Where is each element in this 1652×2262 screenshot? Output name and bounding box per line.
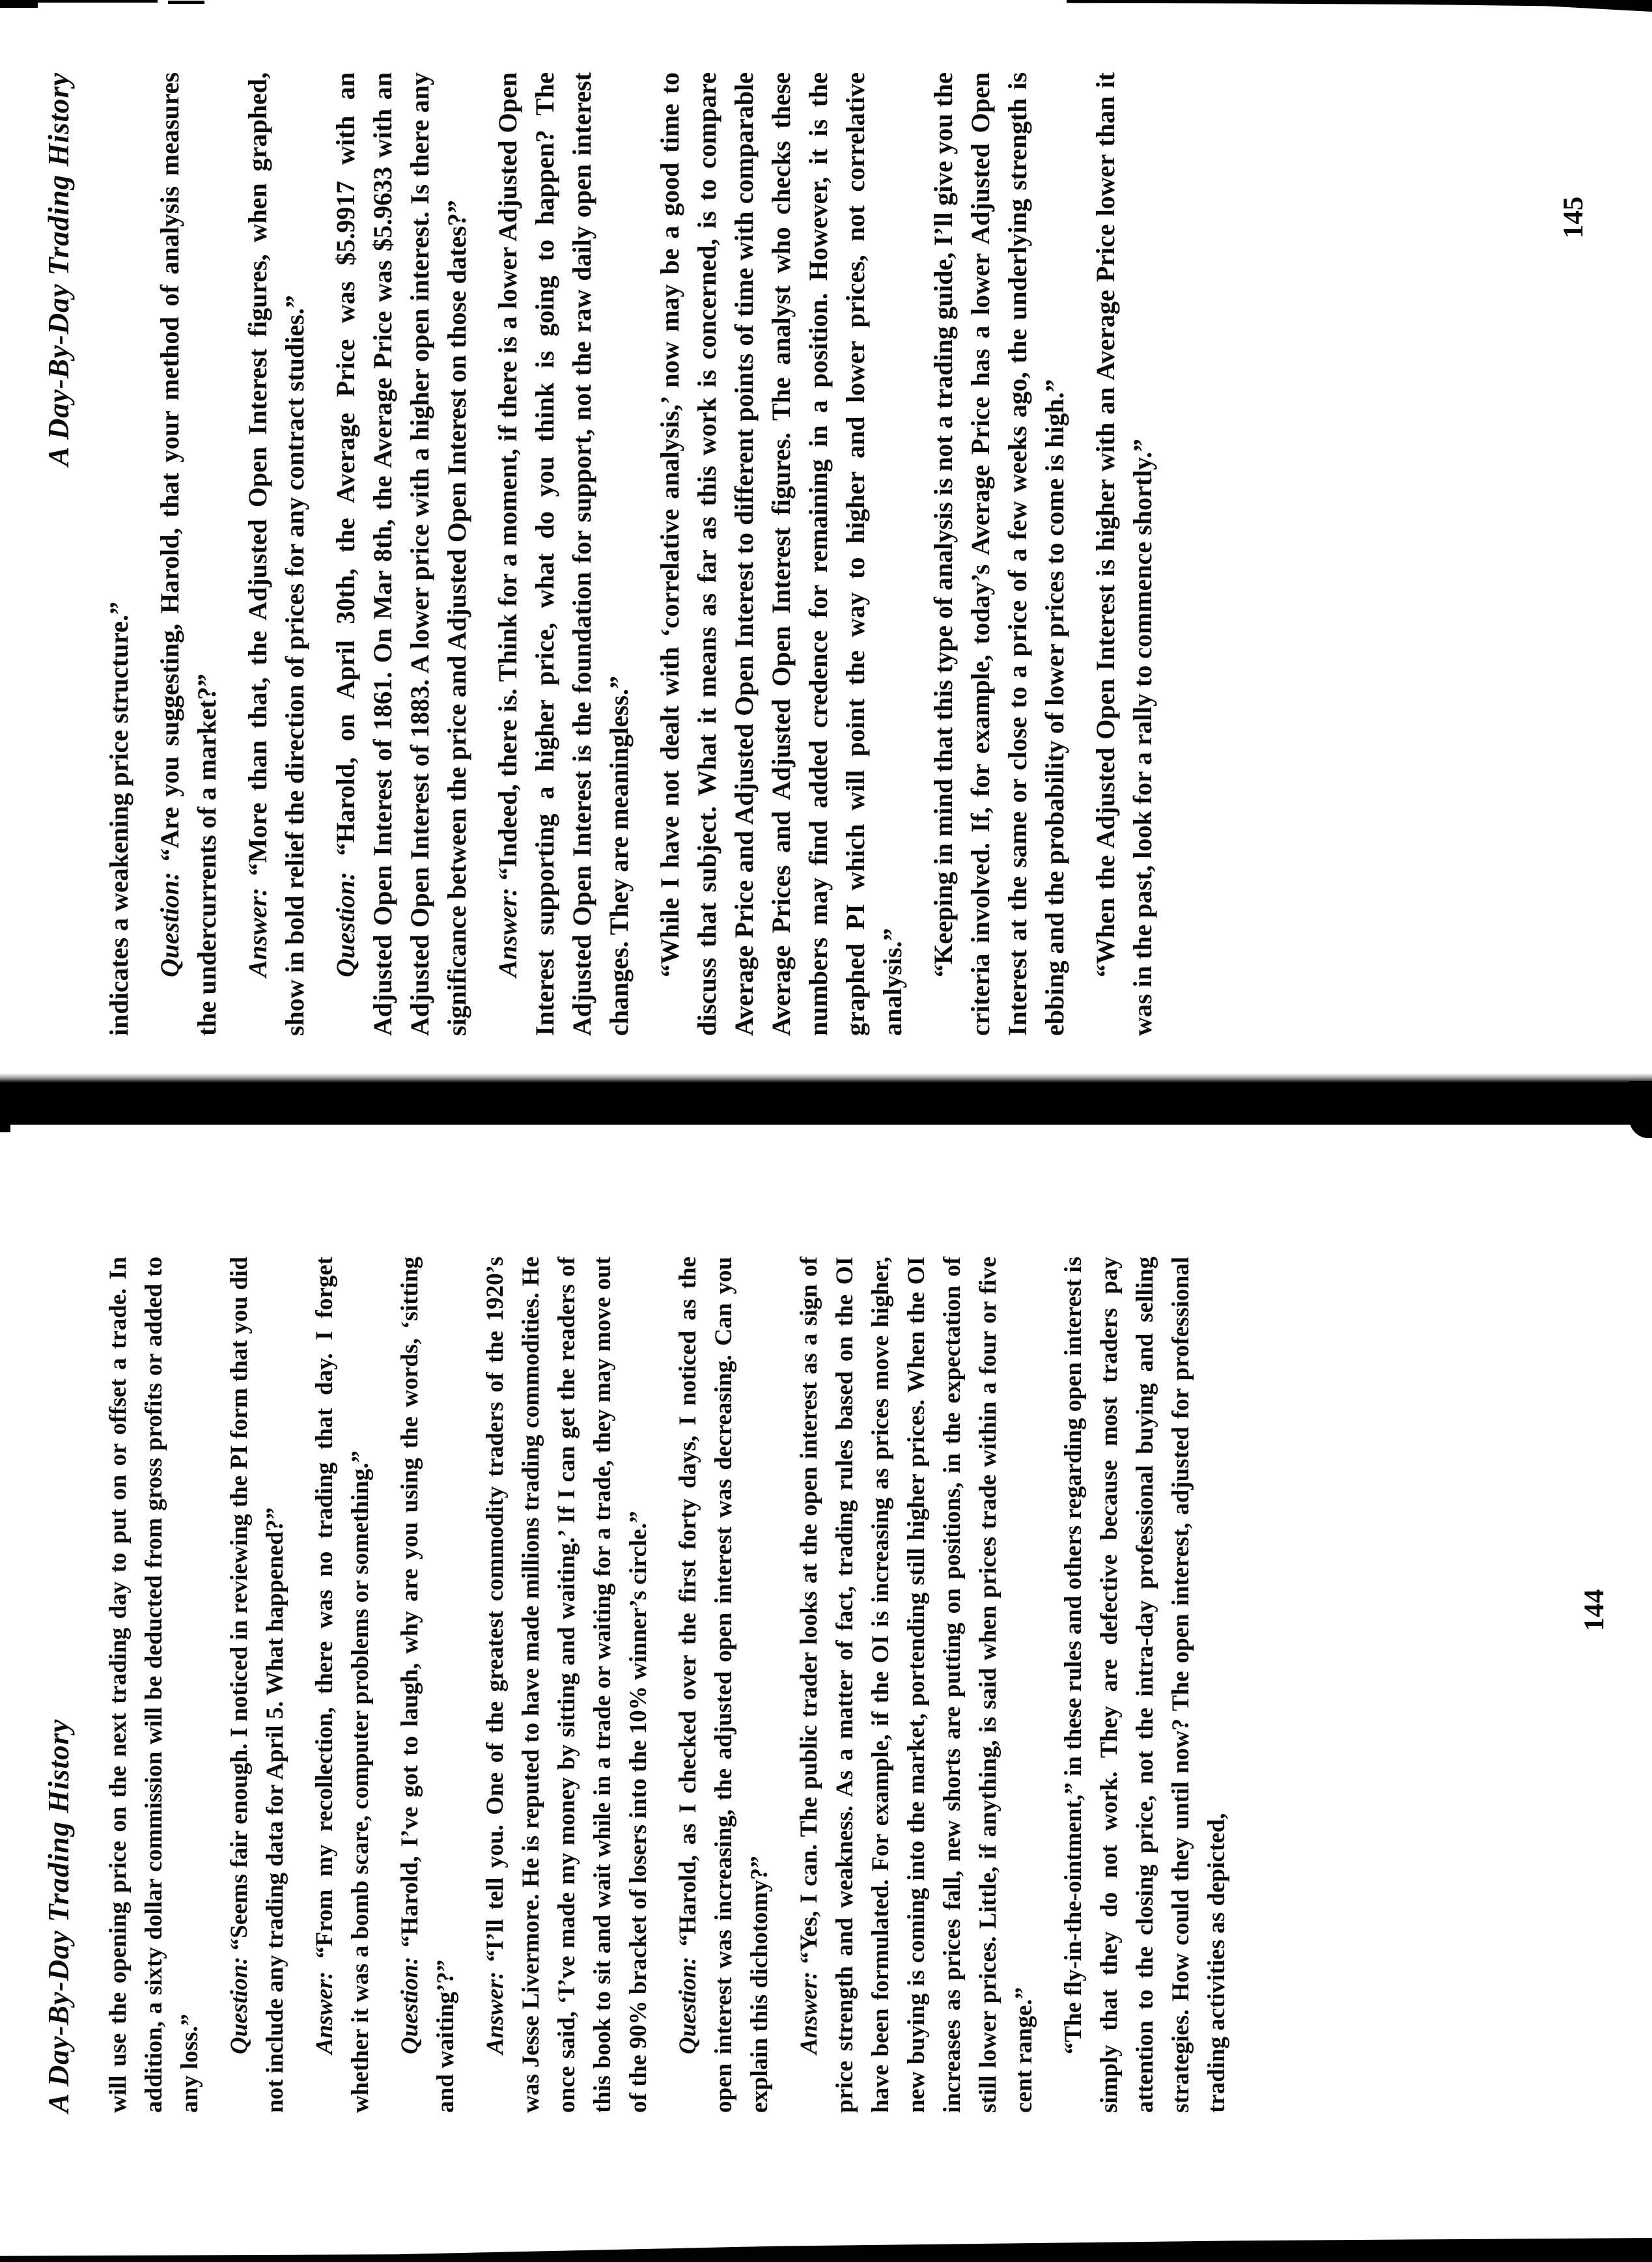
paragraph-text: “Seems fair enough. I noticed in reviewing the PI form that you did not include any trading data for April 5. What happened?” xyxy=(226,1256,288,2113)
question-label: Question: xyxy=(331,856,360,977)
paragraph-text: “When the Adjusted Open Interest is higher with an Average Price lower than it was in the past, look for a rally to commence shortly.” xyxy=(1091,72,1157,1036)
question-label: Question: xyxy=(155,861,184,977)
page-145-content xyxy=(0,7,1652,1078)
answer-label: Answer: xyxy=(243,876,272,977)
body-paragraph xyxy=(1087,72,1161,1036)
body-paragraph xyxy=(1056,1257,1235,2113)
paragraph-text: will use the opening price on the next trading day to put on or offset a trade. In addition, a sixty dollar commission will be deducted from gross profits or added to any loss.” xyxy=(105,1257,203,2113)
body-paragraph xyxy=(239,72,313,1036)
paragraph-text: “Yes, I can. The public trader looks at the open interest as a sign of price strength and weakness. As a matter of fact, trading rules based on the OI have been formulated. For example, if the OI is increasing as prices move higher, new buying is coming into the market, portending still higher prices. When the OI increases as prices fall, new shorts are putting on positions, in the expectation of still lower prices. Little, if anything, is said when prices trade within a four or five cent range.” xyxy=(796,1256,1037,2113)
body-paragraph xyxy=(489,72,637,1036)
answer-label: Answer: xyxy=(493,880,522,977)
answer-label: Answer: xyxy=(311,1958,338,2054)
scan-artifact-top-left-line xyxy=(0,0,158,3)
body-paragraph xyxy=(307,1257,378,2113)
running-head: A Day-By-Day Trading History xyxy=(42,72,75,467)
question-label: Question: xyxy=(675,1946,701,2054)
question-label: Question: xyxy=(397,1947,423,2054)
paragraph-text: indicates a weakening price structure.” xyxy=(104,602,133,1036)
page-number: 145 xyxy=(1558,196,1589,239)
body-paragraph xyxy=(925,72,1073,1036)
paragraph-text: “Indeed, there is. Think for a moment, if there is a lower Adjusted Open Interest supporting a higher price, what do you think is going to happen? The Adjusted Open Interest is the foundation for support, not the raw daily open interest changes. They are meaningless.” xyxy=(493,72,634,1036)
page-145-sheet xyxy=(0,4,1652,1078)
page-144-body xyxy=(100,1257,1235,2113)
paragraph-text: “Harold, I’ve got to laugh, why are you using the words, ‘sitting and waiting’?” xyxy=(397,1256,459,2113)
scan-gutter-band xyxy=(0,1073,1652,1126)
scan-gutter-left-speck xyxy=(0,1124,10,1132)
body-paragraph xyxy=(392,1257,464,2113)
question-label: Question: xyxy=(226,1950,253,2054)
paragraph-text: “While I have not dealt with ‘correlative analysis,’ now may be a good time to discuss that subject. What it means as far as this work is concerned, is to compare Average Price and Adjusted Open Interest to different points of time with comparable Average Prices and Adjusted Open Interest figures. The analyst who checks these numbers may find added credence for remaining in a position. However, it is the graphed PI which will point the way to higher and lower prices, not correlative analysis.” xyxy=(655,72,907,1036)
body-paragraph xyxy=(100,1257,208,2113)
body-paragraph xyxy=(670,1257,777,2113)
scan-artifact-top-left-dash xyxy=(168,1,204,4)
body-paragraph xyxy=(791,1257,1042,2113)
body-paragraph xyxy=(651,72,911,1036)
body-paragraph xyxy=(327,72,475,1036)
paragraph-text: “More than that, the Adjusted Open Interest figures, when graphed, show in bold relief the direction of prices for any contract studies.” xyxy=(243,72,309,1036)
paragraph-text: “From my recollection, there was no trading that day. I forget whether it was a bomb scare, computer problems or something.” xyxy=(311,1257,374,2113)
page-145-body xyxy=(100,72,1161,1036)
paragraph-text: “Keeping in mind that this type of analysis is not a trading guide, I’ll give you the criteria involved. If, for example, today’s Average Price has a lower Adjusted Open Interest at the same or close to a price of a few weeks ago, the underlying strength is ebbing and the probability of lower prices to come is high.” xyxy=(929,72,1069,1036)
paragraph-text: “Are you suggesting, Harold, that your method of analysis measures the undercurrents of a market?” xyxy=(155,72,221,1036)
paragraph-text: “Harold, as I checked over the first forty days, I noticed as the open interest was increasing, the adjusted open interest was decreasing. Can you explain this dichotomy?” xyxy=(675,1256,773,2113)
paragraph-text: “Harold, on April 30th, the Average Price was $5.9917 with an Adjusted Open Interest of 1861. On Mar 8th, the Average Price was $5.9633 with an Adjusted Open Interest of 1883. A lower price with a higher open interest. Is there any significance between the price and Adjusted Open Interest on those dates?” xyxy=(331,72,471,1036)
scan-gutter-right-tail xyxy=(1629,1081,1652,1138)
page-number: 144 xyxy=(1579,1589,1610,1632)
paragraph-text: “I’ll tell you. One of the greatest commodity traders of the 1920’s was Jesse Livermore. He is reputed to have made millions trading commodities. He once said, ‘I’ve made my money by sitting and waiting.’ If I can get the readers of this book to sit and wait while in a trade or waiting for a trade, they may move out of the 90% bracket of losers into the 10% winner’s circle.” xyxy=(482,1257,652,2113)
running-head: A Day-By-Day Trading History xyxy=(42,1718,75,2113)
body-paragraph xyxy=(100,72,137,1036)
body-paragraph xyxy=(221,1257,293,2113)
answer-label: Answer: xyxy=(482,1962,509,2054)
page-144-sheet xyxy=(0,1124,1652,2243)
answer-label: Answer: xyxy=(796,1963,822,2054)
paragraph-text: “The fly-in-the-ointment,” in these rules and others regarding open interest is simply that they do not work. They are defective because most traders pay attention to the closing price, not the intra-day professional buying and selling strategies. How could they until now? The open interest, adjusted for professional trading activities as depicted, xyxy=(1060,1257,1230,2113)
body-paragraph xyxy=(477,1257,656,2113)
body-paragraph xyxy=(151,72,225,1036)
page-144-content xyxy=(0,1124,1652,2243)
